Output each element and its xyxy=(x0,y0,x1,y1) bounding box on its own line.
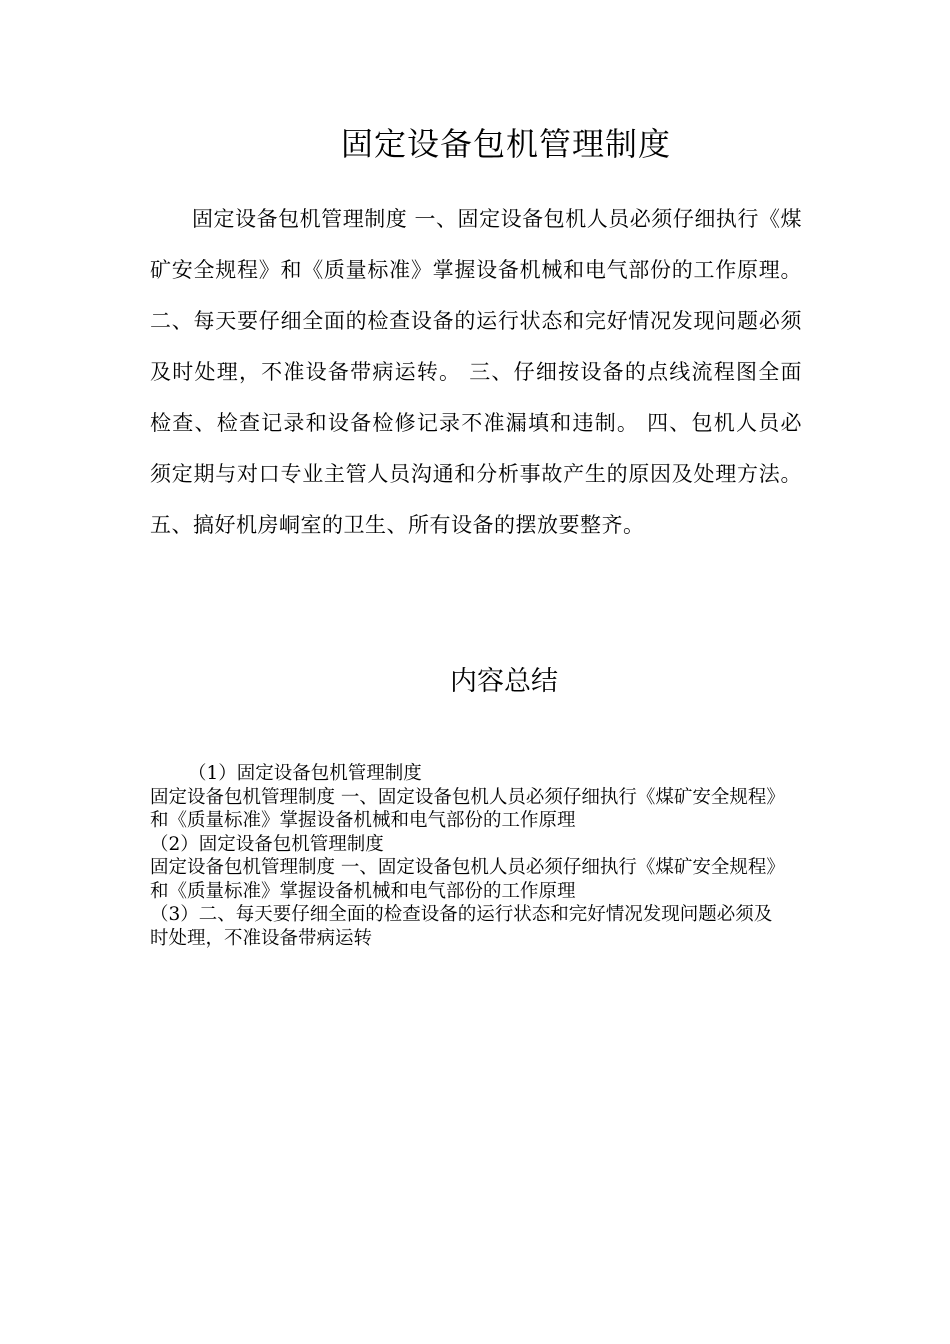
summary-title: 内容总结 xyxy=(450,666,558,697)
summary-item-3-heading: （3）二、每天要仔细全面的检查设备的运行状态和完好情况发现问题必须及时处理，不准设备带病运转 xyxy=(150,904,773,949)
document-body: 固定设备包机管理制度 一、固定设备包机人员必须仔细执行《煤矿安全规程》和《质量标准》掌握设备机械和电气部份的工作原理。 二、每天要仔细全面的检查设备的运行状态和完好情况发现问题必须及时处理，不准设备带病运转。 三、仔细按设备的点线流程图全面检查、检查记录和设备检修记录不准漏填和违制。 四、包机人员必须定期与对口专业主管人员沟通和分析事故产生的原因及处理方法。 五、搞好机房峒室的卫生、所有设备的摆放要整齐。 xyxy=(150,207,802,537)
summary-section xyxy=(150,762,790,950)
document-title: 固定设备包机管理制度 xyxy=(340,125,671,163)
summary-item-1-heading: （1）固定设备包机管理制度 xyxy=(188,763,422,784)
summary-item-2-text: 固定设备包机管理制度 一、固定设备包机人员必须仔细执行《煤矿安全规程》和《质量标准》掌握设备机械和电气部份的工作原理 xyxy=(150,857,785,902)
summary-item-2-heading: （2）固定设备包机管理制度 xyxy=(150,833,384,855)
summary-item-1-text: 固定设备包机管理制度 一、固定设备包机人员必须仔细执行《煤矿安全规程》和《质量标准》掌握设备机械和电气部份的工作原理 xyxy=(150,786,785,831)
